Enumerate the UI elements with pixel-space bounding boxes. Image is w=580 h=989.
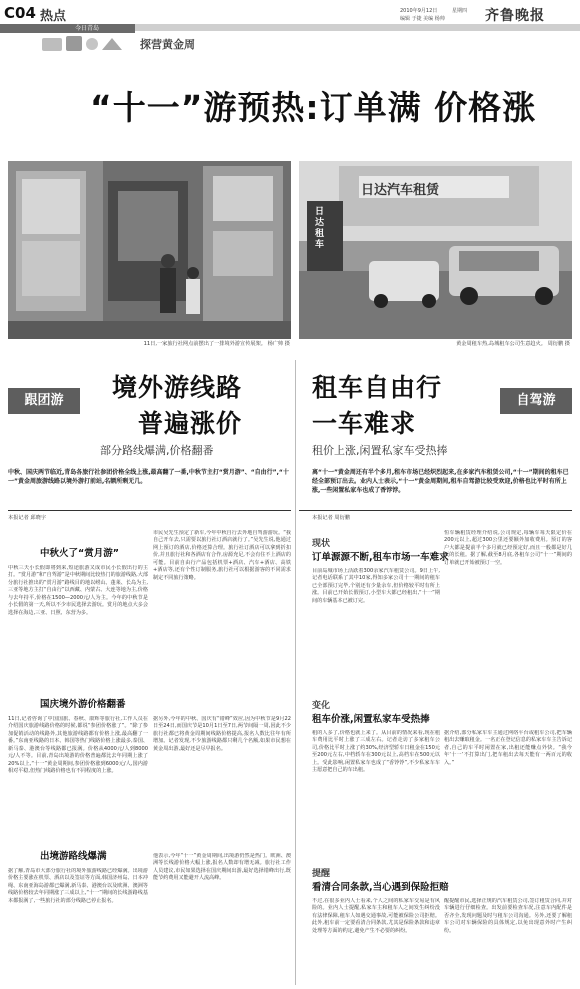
left-byline: 本报记者 邱晓宇 bbox=[8, 515, 46, 521]
right-col1c-text: 不过,在很多业内人士看来,个人之间的私家车交易是有风险的。业内人士提醒,私家车主和租车人之间发生纠纷没有法律保障,租车人如遇交通事故,可能被保险公司拒赔。此外,租车前一定要看清合同条款,尤其是保险条款和违章处理等方面的约定,避免产生不必要的纠纷。 bbox=[312, 898, 440, 934]
left-col2b-text: 据另外,今年的中秋、国庆有“错峰”效应,因为中秋节是9月22日至24日,而国庆节是10月1日至7日,两节间隔一周,因此不少旅行社都已将黄金周期间线路价格提高,报名人数比往年有所增加。记者发现,不少旅游线路都只剩几个名额,如果市民想在黄金周出游,最好还是尽早报名。 bbox=[153, 716, 291, 752]
photo-car-rental bbox=[299, 161, 572, 339]
tag-group-tour: 跟团游 bbox=[8, 388, 80, 414]
right-title-line1: 租车自由行 bbox=[312, 373, 443, 402]
photo-sign-horizontal: 日达汽车租赁 bbox=[361, 183, 440, 198]
left-lede: 中秋、国庆两节临近,青岛各旅行社参团价格全线上涨,最高翻了一番,中秋节主打“赏月游”、“自由行”,“十一”黄金周旅游线路以境外游打前站,名额所剩无几。 bbox=[8, 469, 289, 485]
right-col2-text: 恒车辆租赁经理介绍说,公司规定,每辆车每天限定价在200元以上,超过300公里还要额外加收费用。预订的客户大都是提前半个多月就已经预定好,而且一般都是好几天的长租。据了解,截至8月底,各租车公司“十一”期间的订单就已开始被预订一空。 bbox=[444, 530, 572, 566]
right-byline: 本报记者 周衍鹏 bbox=[312, 515, 350, 521]
photo-right-caption: 黄金周租车热,岛城租车公司生意趋火。 周衍鹏 摄 bbox=[456, 341, 570, 347]
right-col2b-text: 据介绍,部分私家车车主通过网络平台或租车公司,把车辆租出去赚取租金。一名正在登记信息的私家车车主告诉记者,自己的车平时闲置在家,出租还能赚点外快。“我今年‘十一’不打算出门,把车租出去每天能有一两百元的收入。” bbox=[444, 730, 572, 766]
right-col1b-text: 租的人多了,价格也就上来了。从目前的情况来看,现在租车费用比平时上涨了三成左右。记者走访了多家租车公司,价格比平时上涨了约30%,经济型轿车日租金在150元至200元左右,中档轿车在300元以上,高档车在500元以上。受此影响,闲置私家车也成了“香饽饽”,不少私家车车主愿意把自己的车出租。 bbox=[312, 730, 440, 774]
section-title: 热点 bbox=[40, 9, 67, 24]
left-title-line2: 普遍涨价 bbox=[138, 409, 243, 438]
photo-sign-vertical: 日达租车 bbox=[315, 207, 325, 250]
photo-travel-agency bbox=[8, 161, 291, 339]
right-col1-text: 目前岛城市场上活跃着300余家汽车租赁公司。9日上午,记者电话联系了其中10家,得知多家公司十一期间的租车已全部预订完毕,个别还有少量余车,但价格较平时有所上涨。目前已开始长假预订,小型车大都已经租出,“十一”期间的车辆基本已被订完。 bbox=[312, 568, 440, 604]
divider bbox=[8, 510, 291, 511]
left-col1-text: 中秋三天小长假即将到来,短途旅游又成市民小长假出行的主打。“赏月游”和“自驾游”是中秋期间比较热门的旅游线路,大部分旅行社推出的“赏月游”路线目的地以崂山、蓬莱、长岛为主,三亚等地方主打“自由行”以西藏、内蒙古、大连等地为主,价格与去年持平,价格在1500—2000元/人为主。今年的中秋节是小长假的第一天,所以不少市民选择去游玩。赏月的地点大多会选择在海边,三亚、日照、东营为多。 bbox=[8, 565, 148, 616]
left-col1b-text: 11日,记者咨询了中国国旅、春秋、康辉等旅行社,工作人员在介绍国庆旅游线路价格的时候,都说“参团价格涨了”。“除了参加促销活动的线路外,其他旅游线路都有价格上涨,最高翻了一番。”东南亚线路的日本、韩国等热门线路价格上涨最多,泰国、新马泰、港澳台等线路都已报满。价格从4000元/人到8000元/人不等。目前,青岛出境游的价格普遍都比去年同期上涨了20%以上,“十一”黄金周期间,参团价格涨到6000元/人,国内游相对平稳,但热门线路价格也有不同程度的上涨。 bbox=[8, 716, 148, 775]
left-subhead-3: 出境游路线爆满 bbox=[40, 851, 107, 862]
right-subhead-3: 看清合同条款,当心遇到保险拒赔 bbox=[312, 882, 449, 893]
right-col2c-text: 醒提醒市民,选择正规的汽车租赁公司,签订租赁合同,并对车辆进行仔细检查。出发前要检查车况,注意车内配件是否齐全,发现问题及时与租车公司沟通。另外,还要了解租车公司对车辆保险的具体规定,以免出现意外时产生纠纷。 bbox=[444, 898, 572, 934]
header-date: 2010年9月12日 bbox=[400, 8, 438, 14]
header-weekday: 星期四 bbox=[452, 8, 468, 14]
left-subhead-1: 中秋火了“赏月游” bbox=[40, 548, 119, 559]
right-lede: 离“十一”黄金周还有半个多月,租车市场已经炽烈起来,在多家汽车租赁公司,“十一”期间的租车已经全部预订出去。业内人士表示,“十一”黄金周期间,租车自驾游比较受欢迎,价格也比平时有所上涨,一些闲置私家车也成了香饽饽。 bbox=[312, 469, 569, 494]
subsection-label: 今日青岛 bbox=[75, 25, 100, 32]
photo-left-caption: 11日,一家旅行社网点前摆出了一排境外游宣传展架。 杨广帅 摄 bbox=[143, 341, 290, 347]
left-subtitle: 部分路线爆满,价格翻番 bbox=[100, 444, 214, 457]
left-col2-text: 市民吴先生预定了新车,今年中秋自行去外地自驾游游玩。“我自己开车去,只需要以旅行社订酒店就行了。”吴先生说,他通过网上预订的酒店,价格还算合理。旅行社订酒店可以拿到折扣价,并且旅行社和各酒店有合作,房源充足,不会有住不上酒店的可能。目前自由行产品包括机票+酒店、汽车+酒店、高铁+酒店等,还有个性订制服务,旅行社可以根据游客的不同需求制定不同旅行策略。 bbox=[153, 530, 291, 581]
right-subhead-2: 租车价涨,闲置私家车受热捧 bbox=[312, 714, 430, 725]
column-divider bbox=[295, 360, 296, 985]
right-subtitle: 租价上涨,闲置私家车受热捧 bbox=[312, 444, 448, 457]
right-subhead-1: 订单源源不断,租车市场一车难求 bbox=[312, 552, 449, 563]
right-label-status: 现状 bbox=[312, 539, 331, 549]
banner-decoration bbox=[40, 34, 130, 54]
masthead-logo: 齐鲁晚报 bbox=[485, 8, 545, 24]
left-col1c-text: 据了解,青岛市大部分旅行社的境外旅游线路已经爆满。出境游价格主要涨在机票、酒店以及签证等方面,韩国济州岛、日本冲绳、东南亚海岛游都已爆满,新马泰、港澳台以及欧洲、澳洲等线路价格较去年同期涨了三成以上,“十一”期间的长线游路线基本都报满了,一些旅行社的部分线路已停止报名。 bbox=[8, 868, 148, 904]
right-label-change: 变化 bbox=[312, 701, 331, 711]
page-code: C04 bbox=[4, 4, 36, 22]
subsection-bar bbox=[0, 24, 135, 33]
right-label-reminder: 提醒 bbox=[312, 869, 331, 879]
banner-title: 探营黄金周 bbox=[140, 38, 195, 51]
left-subhead-2: 国庆境外游价格翻番 bbox=[40, 699, 126, 710]
tag-self-drive: 自驾游 bbox=[500, 388, 572, 414]
divider bbox=[299, 510, 572, 511]
main-headline: “十一”游预热:订单满 价格涨 bbox=[90, 88, 537, 127]
right-title-line2: 一车难求 bbox=[312, 409, 417, 438]
header-editor: 编辑 于捷 美编 杨帅 bbox=[400, 16, 445, 22]
left-title-line1: 境外游线路 bbox=[112, 373, 243, 402]
left-col2c-text: 他表示,今年“十一”黄金周期间,出境游仍然是热门。欧洲、澳洲等长线游价格大幅上涨,报名人数却有增无减。旅行社工作人员建议,市民如果选择在国庆期间出游,最好选择错峰出行,既能节约费用又能避开人流高峰。 bbox=[153, 853, 291, 882]
